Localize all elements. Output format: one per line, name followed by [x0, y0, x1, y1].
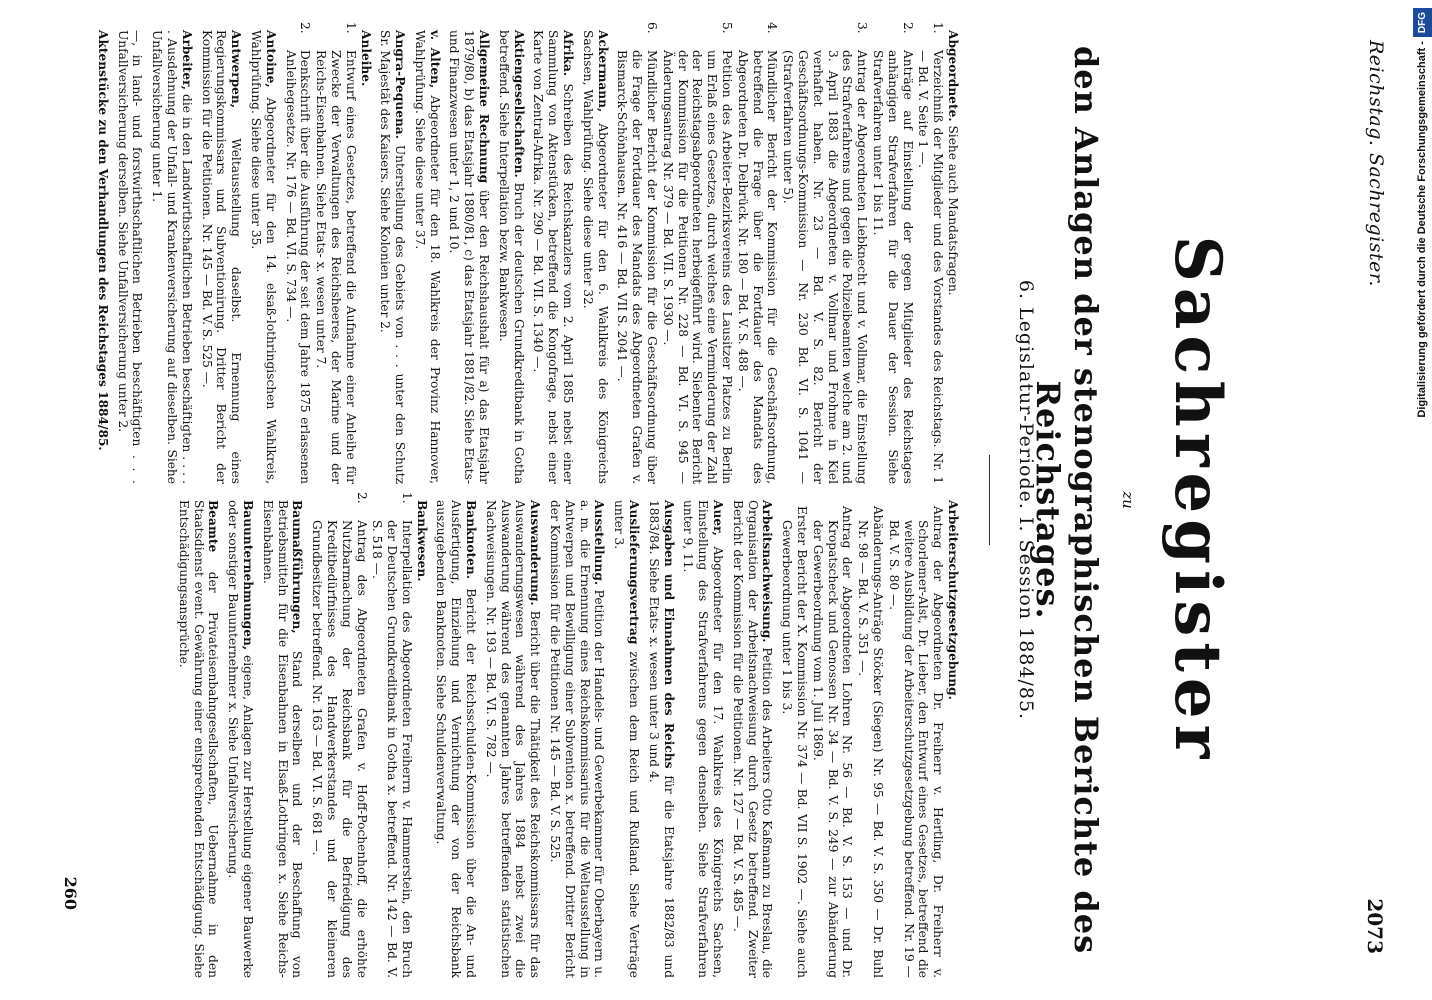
running-header: [1355, 40, 1387, 960]
index-entry: Aktiengesellschaften. Bruch der deutschen Grundkreditbank in Gotha betreffend. Siehe Interpellation bezw. Bankwesen.: [496, 30, 526, 485]
index-entry: Auer, Abgeordneter für den 17. Wahlkreis des Königreichs Sachsen, Einstellung des Strafverfahrens gegen denselben. Siehe Strafverfahren unter 9, 11.: [681, 500, 726, 979]
page-number: 2073: [1363, 898, 1387, 954]
entry-subitem: 2.Denkschrift über die Ausführung der seit dem Jahre 1875 erlassenen Anleihegesetze. Nr. 176 — Bd. VI. S. 734 —.: [283, 22, 313, 484]
entry-lemma: Abgeordnete.: [946, 30, 960, 122]
entry-subitem: 4.Mündlicher Bericht der Kommission für die Geschäftsordnung, betreffend die Frage über die Fortdauer des Mandats des Abgeordneten Dr. Delbrück. Nr. 180 — Bd. V. S. 488 —.: [735, 22, 780, 484]
entry-subitem: 6.Mündlicher Bericht der Kommission für die Geschäftsordnung über die Frage der Fortdauer des Mandats des Abgeordneten Grafen v. Bismarck-Schönhausen. Nr. 416 — Bd. VII S. 2041 —.: [615, 22, 660, 484]
index-entry: Allgemeine Rechnung über den Reichshaushalt für a) das Etatsjahr 1879/80, b) das Etatsjahr 1880/81, c) das Etatsjahr 1881/82. Siehe Etats- und Finanzwesen unter 1, 2 und 10.: [447, 30, 492, 484]
index-column-left: [90, 22, 960, 485]
index-entry: Banknoten. Bericht der Reichsschulden-Kommission über die An- und Ausfertigung, Einziehung und Vernichtung der von der Reichsbank auszugebenden Banknoten. Siehe Schuldenverwaltung.: [434, 500, 479, 979]
page-subtitle: den Anlagen der stenographischen Berichte des Reichstages.: [1029, 45, 1105, 955]
index-entry: Bauunternehmungen, eigene, Anlagen zur Herstellung eigener Bauwerke oder sonstiger Bauunternehmer x. Siehe Unfallversicherung.: [226, 500, 255, 978]
entry-subitem: 5.Petition des Arbeiter-Bezirksvereins des Lausitzer Platzes zu Berlin um Erlaß eines Gesetzes, durch welches eine Verminderung der Zahl der Reichstagsabgeordneten herbeigeführt wird. Siebenter Bericht der Kommission für die Petitionen Nr. 228 — Bd. VI. S. 945 — Änderungsantrag Nr. 379 — Bd. VII. S. 1930 —.: [660, 22, 735, 484]
index-entry: Anleihe. 1.Entwurf eines Gesetzes, betreffend die Aufnahme einer Anleihe für Zwecke der Verwaltungen des Reichsheeres, der Marine und der Reichs-Eisenbahnen. Siehe Etats- x. wesen unter 7. 2.Denkschrift über die Ausführung der seit dem Jahre 1875 erlassenen Anleihegesetze. Nr. 176 — Bd. VI. S. 734 —.: [283, 22, 373, 484]
index-entry: Antwerpen, Weltausstellung daselbst. Ernennung eines Regierungskommissars und Subventionirung. Dritter Bericht der Kommission für die Petitionen. Nr. 145 — Bd. V. S. 525 —.: [199, 30, 244, 484]
index-entry: Baumaßführungen, Stand derselben und der Beschaffung von Betriebsmitteln für die Eisenbahnen in Elsaß-Lothringen x. Siehe Reichs-Eisenbahnen.: [260, 500, 305, 978]
index-entry: Ackermann, Abgeordneter für den 6. Wahlkreis des Königreichs Sachsen, Wahlprüfung. Siehe diese unter 32.: [580, 30, 610, 485]
title-connector: zu: [1119, 491, 1137, 509]
digitization-credit-bar: [1412, 0, 1432, 1000]
entry-subitem: 1.Interpellation des Abgeordneten Freiherrn v. Hammerstein, den Bruch der Deutschen Grundkreditbank in Gotha x. betreffend. Nr. 142 — Bd. V. S. 518 —.: [370, 492, 414, 978]
dfg-logo: DFG: [1413, 8, 1432, 37]
index-entry: Arbeitsnachweisung. Petition des Arbeiters Otto Kaßmann zu Breslau, die Organisation der Arbeitsnachweisung durch Gesetz betreffend. Zweiter Bericht der Kommission für die Petitionen. Nr. 127 — Bd. V. S. 485 —.: [730, 500, 775, 978]
title-divider: [989, 455, 990, 545]
index-column-right: [171, 492, 960, 979]
credit-text: Digitalisierung gefördert durch die Deutsche Forschungsgemeinschaft -: [1416, 41, 1428, 418]
index-entry: Angra-Pequena. Unterstellung des Gebiets von . . . unter den Schutz Sr. Majestät des Kaisers. Siehe Kolonien unter 2.: [378, 30, 408, 485]
index-entry: Beamte der Privateisenbahngesellschaften, Uebernahme in den Staatsdienst event. Gewährung einer entsprechenden Entschädigung. Siehe Entschädigungsansprüche.: [176, 500, 221, 978]
entry-subitem: 1.Verzeichniß der Mitglieder und des Vorstandes des Reichstags. Nr. 1 — Bd. V. Seite 1 —.: [916, 22, 946, 484]
header-left: Reichstag. Sachregister.: [1365, 40, 1387, 287]
entry-subitem: 2.Antrag des Abgeordneten Grafen v. Hoff-Pochenhoff, die erhöhte Nutzbarmachung der Reichsbank für die Befriedigung des Kreditbedürfnisses des Handwerkerstandes und der kleineren Grundbesitzer betreffend. Nr. 163 — Bd. VI. S. 681 —.: [310, 492, 369, 978]
entry-subitem: 2.Anträge auf Einstellung der gegen Mitglieder des Reichstages anhängigen Strafverfahren für die Dauer der Session. Siehe Strafverfahren unter 1 bis 11.: [871, 22, 915, 484]
entry-text: Siehe auch Mandatsfragen.: [946, 125, 960, 296]
index-entry: Arbeiter, die in den Landwirthschaftlichen Betrieben beschäftigten . . . . . Ausdehnung der Unfall- und Krankenversicherung auf dieselben. Siehe Unfallversicherung unter 1.: [150, 30, 194, 485]
index-entry: Ausgaben und Einnahmen des Reichs für die Etatsjahre 1882/83 und 1883/84. Siehe Etats- x. wesen unter 3 und 4.: [646, 500, 676, 979]
page-title: Sachregister: [1160, 235, 1235, 765]
entry-subitem: Erster Bericht der X. Kommission Nr. 374 — Bd. VII S. 1902 —. Siehe auch Gewerbeordnung unter 1 bis 3.: [780, 506, 810, 978]
entry-subitem: Antrag der Abgeordneten Lohren Nr. 56 — Bd. V. S. 153 — und Dr. Kropatscheck und Genossen Nr. 34 — Bd. V. S. 249 — zur Abänderung der Gewerbeordnung vom 1. Juli 1869.: [810, 506, 855, 978]
index-entry: Ausstellung. Petition der Handels- und Gewerbekammer für Oberbayern u. a. m. die Ernennung eines Reichskommissarius für die Weltausstellung in Antwerpen und Bewilligung einer Subvention x. betreffend. Dritter Bericht der Kommission für die Petitionen Nr. 145 — Bd. V. S. 525.: [548, 500, 607, 978]
sheet-number: 260: [61, 876, 80, 910]
entry-subitem: 1.Entwurf eines Gesetzes, betreffend die Aufnahme einer Anleihe für Zwecke der Verwaltungen des Reichsheeres, der Marine und der Reichs-Eisenbahnen. Siehe Etats- x. wesen unter 7.: [314, 22, 358, 484]
entry-subitem: Antrag der Abgeordneten Dr. Freiherr v. Hertling, Dr. Freiherr v. Schorlemer-Alst, Dr. Lieber, den Entwurf eines Gesetzes, betreffend die weitere Ausbildung der Arbeiterschutzgesetzgebung betreffend. Nr. 19 — Bd. V. S. 80 —.: [886, 506, 946, 978]
entry-subitem: 3.Antrag der Abgeordneten Liebknecht und v. Vollmar, die Einstellung des Strafverfahrens und gegen die Polizeibeamten welche am 2. und 3. April 1883 die Abgeordneten v. Vollmar und Frohme in Kiel verhaftet haben. Nr. 23 — Bd. V. S. 82. Bericht der Geschäftsordnungs-Kommission — Nr. 230 Bd. VI. S. 1041 — (Strafverfahren unter 5).: [781, 22, 870, 484]
index-entry: Arbeiterschutzgesetzgebung. Antrag der Abgeordneten Dr. Freiherr v. Hertling, Dr. Freiherr v. Schorlemer-Alst, Dr. Lieber, den Entwurf eines Gesetzes, betreffend die weitere Ausbildung der Arbeiterschutzgesetzgebung betreffend. Nr. 19 — Bd. V. S. 80 —. Abänderungs-Anträge Stöcker (Siegen) Nr. 95 — Bd. V. S. 350 — Dr. Buhl Nr. 98 — Bd. V. S. 351 —. Antrag der Abgeordneten Lohren Nr. 56 — Bd. V. S. 153 — und Dr. Kropatscheck und Genossen Nr. 34 — Bd. V. S. 249 — zur Abänderung der Gewerbeordnung vom 1. Juli 1869. Erster Bericht der X. Kommission Nr. 374 — Bd. VII S. 1902 —. Siehe auch Gewerbeordnung unter 1 bis 3.: [780, 500, 960, 978]
index-entry: —, in land- und forstwirthschaftlichen Betrieben beschäftigten . . . Unfallversicherung derselben. Siehe Unfallversicherung unter 2.: [115, 30, 145, 484]
footer-note: Aktenstücke zu den Verhandlungen des Reichstages 1884/85.: [95, 30, 110, 451]
index-entry: [615, 22, 960, 484]
index-entry: Afrika. Schreiben des Reichskanzlers vom 2. April 1885 nebst einer Sammlung von Aktenstücken, betreffend die Kongofrage, nebst einer Karte von Zentral-Afrika. Nr. 290 — Bd. VII. S. 1340 —.: [531, 30, 576, 484]
index-entry: Bankwesen. 1.Interpellation des Abgeordneten Freiherrn v. Hammerstein, den Bruch der Deutschen Grundkreditbank in Gotha x. betreffend. Nr. 142 — Bd. V. S. 518 —. 2.Antrag des Abgeordneten Grafen v. Hoff-Pochenhoff, die erhöhte Nutzbarmachung der Reichsbank für die Befriedigung des Kreditbedürfnisses des Handwerkerstandes und der kleineren Grundbesitzer betreffend. Nr. 163 — Bd. VI. S. 681 —.: [310, 492, 429, 978]
index-entry: Antoine, Abgeordneter für den 14. elsaß-lothringischen Wahlkreis, Wahlprüfung. Siehe diese unter 35.: [248, 30, 278, 484]
legislature-period: 6. Legislatur-Periode. I. Session 1884/85.: [1015, 279, 1037, 721]
index-entry: Auslieferungsvertrag zwischen dem Reich und Rußland. Siehe Verträge unter 3.: [612, 500, 642, 978]
index-entry: Auswanderung. Bericht über die Thätigkeit des Reichskommissars für das Auswanderungswesen während des Jahres 1884 nebst zwei die Auswanderung während des genannten Jahres betreffenden statistischen Nachweisungen. Nr. 193 — Bd. VI. S. 782 —.: [483, 500, 543, 978]
entry-subitem: Abänderungs-Anträge Stöcker (Siegen) Nr. 95 — Bd. V. S. 350 — Dr. Buhl Nr. 98 — Bd. V. S. 351 —.: [856, 506, 886, 978]
index-entry: v. Alten, Abgeordneter für den 18. Wahlkreis der Provinz Hannover, Wahlprüfung. Siehe diese unter 37.: [412, 30, 442, 484]
